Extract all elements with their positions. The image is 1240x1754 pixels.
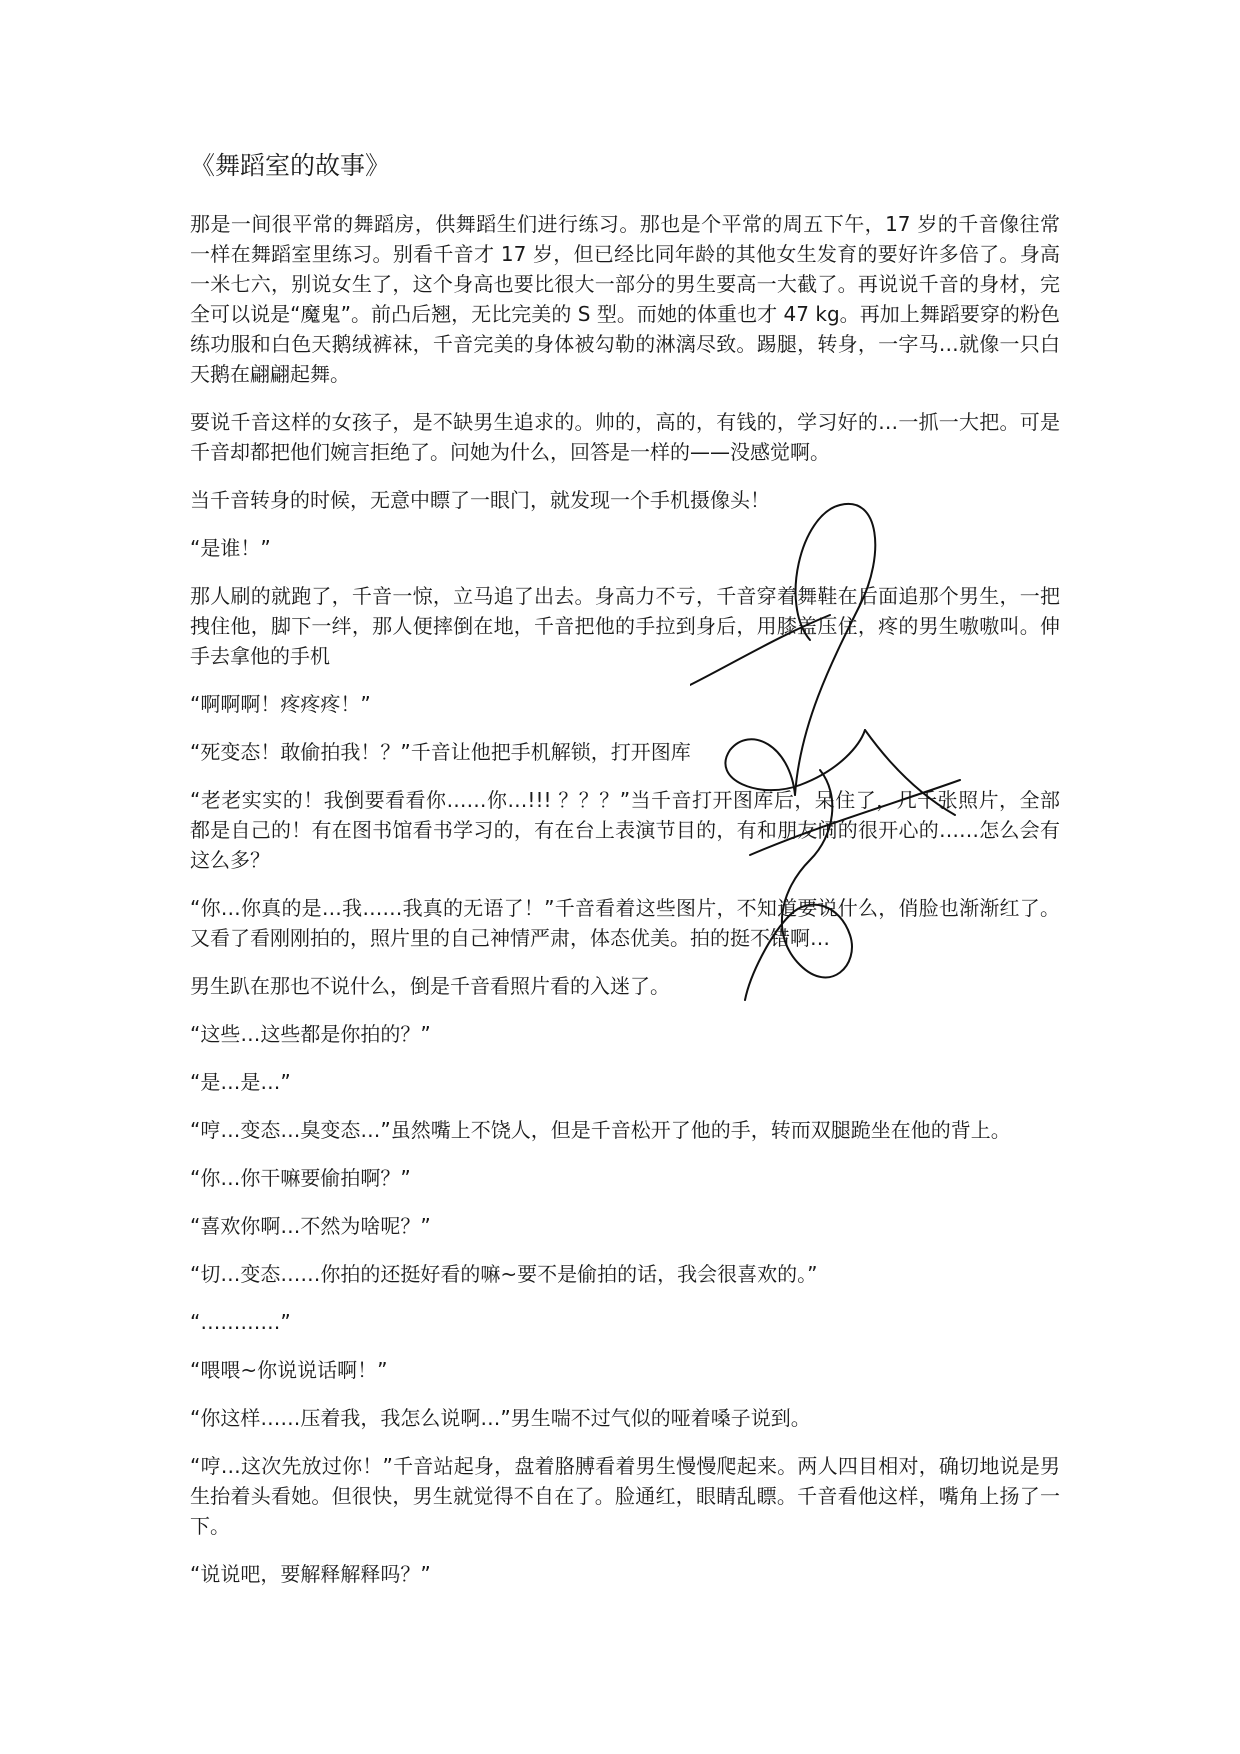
paragraph-3: 当千音转身的时候，无意中瞟了一眼门，就发现一个手机摄像头！: [190, 487, 770, 512]
paragraph-2: 要说千音这样的女孩子，是不缺男生追求的。帅的，高的，有钱的，学习好的…一抓一大把。可是千音却都把他们婉言拒绝了。问她为什么，回答是一样的——没感觉啊。: [190, 409, 1060, 464]
paragraph-9: “你…你真的是…我……我真的无语了！”千音看着这些图片，不知道要说什么，俏脸也渐渐红了。又看了看刚刚拍的，照片里的自己神情严肃，体态优美。拍的挺不错啊…: [190, 895, 1060, 950]
paragraph-21: “说说吧，要解释解释吗？”: [190, 1561, 431, 1586]
paragraph-7: “死变态！敢偷拍我！？”千音让他把手机解锁，打开图库: [190, 739, 691, 764]
paragraph-8: “老老实实的！我倒要看看你……你…!!! ？？？”当千音打开图库后，呆住了，几千张照片，全部都是自己的！有在图书馆看书学习的，有在台上表演节目的，有和朋友闹的很开心的……怎么会有这么多？: [190, 787, 1060, 872]
paragraph-19: “你这样……压着我，我怎么说啊…”男生喘不过气似的哑着嗓子说到。: [190, 1405, 811, 1430]
paragraph-11: “这些…这些都是你拍的？”: [190, 1021, 431, 1046]
paragraph-5: 那人刷的就跑了，千音一惊，立马追了出去。身高力不亏，千音穿着舞鞋在后面追那个男生，一把拽住他，脚下一绊，那人便摔倒在地，千音把他的手拉到身后，用膝盖压住，疼的男生嗷嗷叫。伸手去拿他的手机: [190, 583, 1060, 668]
paragraph-6: “啊啊啊！疼疼疼！”: [190, 691, 371, 716]
paragraph-18: “喂喂~你说说话啊！”: [190, 1357, 388, 1382]
paragraph-13: “哼…变态…臭变态…”虽然嘴上不饶人，但是千音松开了他的手，转而双腿跪坐在他的背上。: [190, 1117, 1011, 1142]
paragraph-4: “是谁！”: [190, 535, 271, 560]
document-title: 《舞蹈室的故事》: [190, 151, 391, 180]
paragraph-20: “哼…这次先放过你！”千音站起身，盘着胳膊看着男生慢慢爬起来。两人四目相对，确切地说是男生抬着头看她。但很快，男生就觉得不自在了。脸通红，眼睛乱瞟。千音看他这样，嘴角上扬了一下。: [190, 1453, 1060, 1538]
paragraph-15: “喜欢你啊…不然为啥呢？”: [190, 1213, 431, 1238]
paragraph-14: “你…你干嘛要偷拍啊？”: [190, 1165, 411, 1190]
paragraph-16: “切…变态……你拍的还挺好看的嘛~要不是偷拍的话，我会很喜欢的。”: [190, 1261, 818, 1286]
paragraph-1: 那是一间很平常的舞蹈房，供舞蹈生们进行练习。那也是个平常的周五下午，17 岁的千音像往常一样在舞蹈室里练习。别看千音才 17 岁，但已经比同年龄的其他女生发育的要好许多倍了。身高一米七六，别说女生了，这个身高也要比很大一部分的男生要高一大截了。再说说千音的身材，完全可以说是“魔鬼”。前凸后翘，无比完美的 S 型。而她的体重也才 47 kg。再加上舞蹈要穿的粉色练功服和白色天鹅绒裤袜，千音完美的身体被勾勒的淋漓尽致。踢腿，转身，一字马…就像一只白天鹅在翩翩起舞。: [190, 211, 1060, 386]
document-page: [190, 150, 1060, 1607]
paragraph-12: “是…是…”: [190, 1069, 291, 1094]
paragraph-17: “…………”: [190, 1309, 291, 1334]
paragraph-10: 男生趴在那也不说什么，倒是千音看照片看的入迷了。: [190, 973, 670, 998]
